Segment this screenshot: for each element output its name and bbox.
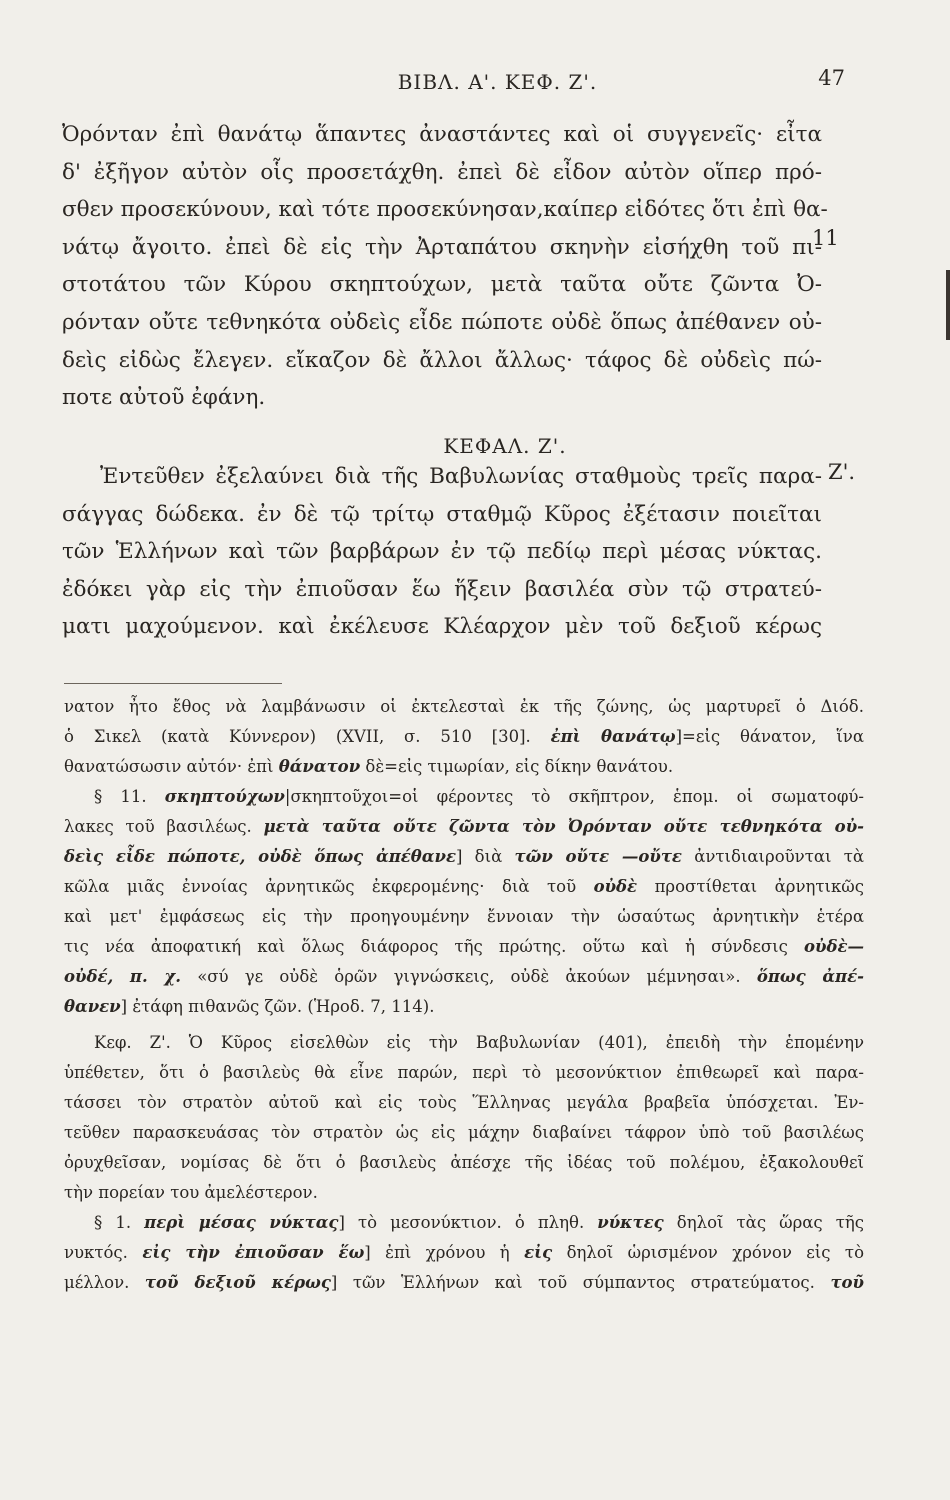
text-line: νάτῳ ἄγοιτο. ἐπεὶ δὲ εἰς τὴν Ἀρταπάτου σκηνὴν εἰσήχθη τοῦ πι- — [62, 234, 822, 260]
note-line: τεῦθεν παρασκευάσας τὸν στρατὸν ὡς εἰς μάχην διαβαίνει τάφρον ὑπὸ τοῦ βασιλέως — [64, 1123, 864, 1142]
text-line: στοτάτου τῶν Κύρου σκηπτούχων, μετὰ ταῦτα οὔτε ζῶντα Ὀ- — [62, 272, 822, 298]
main-text-after — [62, 458, 822, 646]
note-line: ὑπέθετεν, ὅτι ὁ βασιλεὺς θὰ εἶνε παρών, περὶ τὸ μεσονύκτιον ἐπιθεωρεῖ καὶ παρα- — [64, 1063, 864, 1082]
running-head: ΒΙΒΛ. Α'. ΚΕΦ. Ζ'. — [397, 70, 598, 94]
note-line: μέλλον. τοῦ δεξιοῦ κέρως] τῶν Ἑλλήνων καὶ τοῦ σύμπαντος στρατεύματος. τοῦ — [64, 1273, 864, 1292]
note-line: δεὶς εἶδε πώποτε, οὐδὲ ὅπως ἀπέθανε] διὰ τῶν οὔτε —οὔτε ἀντιδιαιροῦνται τὰ — [64, 847, 864, 866]
text-line: σάγγας δώδεκα. ἐν δὲ τῷ τρίτῳ σταθμῷ Κῦρος ἐξέτασιν ποιεῖται — [62, 501, 822, 527]
note-line: λακες τοῦ βασιλέως. μετὰ ταῦτα οὔτε ζῶντα τὸν Ὀρόνταν οὔτε τεθνηκότα οὐ- — [64, 817, 864, 836]
text-line: δεὶς εἰδὼς ἔλεγεν. εἴκαζον δὲ ἄλλοι ἄλλως· τάφος δὲ οὐδεὶς πώ- — [62, 347, 822, 373]
text-line: Ὀρόνταν ἐπὶ θανάτῳ ἅπαντες ἀναστάντες καὶ οἱ συγγενεῖς· εἶτα — [62, 122, 822, 147]
note-line: τάσσει τὸν στρατὸν αὐτοῦ καὶ εἰς τοὺς Ἕλληνας μεγάλα βραβεῖα ὑπόσχεται. Ἐν- — [64, 1093, 864, 1112]
note-line: § 1. περὶ μέσας νύκτας] τὸ μεσονύκτιον. ὁ πληθ. νύκτες δηλοῖ τὰς ὥρας τῆς — [94, 1213, 864, 1232]
text-line: τῶν Ἑλλήνων καὶ τῶν βαρβάρων ἐν τῷ πεδίῳ περὶ μέσας νύκτας. — [62, 539, 822, 565]
note-line: καὶ μετ' ἐμφάσεως εἰς τὴν προηγουμένην ἔννοιαν τὴν ὡσαύτως ἀρνητικὴν ἑτέρα — [64, 907, 864, 926]
page-number: 47 — [818, 66, 845, 90]
note-line: κῶλα μιᾶς ἐννοίας ἀρνητικῶς ἐκφερομένης· διὰ τοῦ οὐδὲ προστίθεται ἀρνητικῶς — [64, 877, 864, 896]
text-line: ρόνταν οὔτε τεθνηκότα οὐδεὶς εἶδε πώποτε οὐδὲ ὅπως ἀπέθανεν οὐ- — [62, 309, 822, 335]
page-edge-mark — [946, 270, 950, 340]
footnote-rule — [64, 683, 282, 684]
text-line: σθεν προσεκύνουν, καὶ τότε προσεκύνησαν,καίπερ εἰδότες ὅτι ἐπὶ θα- — [62, 197, 828, 223]
text-line: ἐδόκει γὰρ εἰς τὴν ἐπιοῦσαν ἕω ἥξειν βασιλέα σὺν τῷ στρατεύ- — [62, 576, 822, 602]
note-line: θανεν] ἐτάφη πιθανῶς ζῶν. (Ἡροδ. 7, 114). — [64, 997, 435, 1016]
page-header — [110, 66, 845, 106]
note-line: θανατώσωσιν αὐτόν· ἐπὶ θάνατον δὲ=εἰς τιμωρίαν, εἰς δίκην θανάτου. — [64, 757, 674, 776]
text-line: Ἐντεῦθεν ἐξελαύνει διὰ τῆς Βαβυλωνίας σταθμοὺς τρεῖς παρα- — [100, 464, 822, 489]
commentary-notes — [64, 692, 864, 1298]
note-line: § 11. σκηπτούχων|σκηπτοῦχοι=οἱ φέροντες τὸ σκῆπτρον, ἑπομ. οἱ σωματοφύ- — [94, 787, 864, 806]
text-line: ματι μαχούμενον. καὶ ἐκέλευσε Κλέαρχον μὲν τοῦ δεξιοῦ κέρως — [62, 614, 822, 640]
text-line: δ' ἐξῆγον αὐτὸν οἷς προσετάχθη. ἐπεὶ δὲ εἶδον αὐτὸν οἵπερ πρό- — [62, 159, 822, 185]
margin-section-number: 11 — [812, 226, 839, 250]
margin-chapter-mark: Ζ'. — [828, 460, 856, 484]
note-line: τις νέα ἀποφατική καὶ ὅλως διάφορος τῆς πρώτης. οὕτω καὶ ἡ σύνδεσις οὐδὲ— — [64, 937, 864, 956]
chapter-heading: ΚΕΦΑΛ. Ζ'. — [443, 434, 567, 458]
note-line: ὁ Σικελ (κατὰ Κύννερον) (XVII, σ. 510 [30]. ἐπὶ θανάτῳ]=εἰς θάνατον, ἵνα — [64, 727, 864, 746]
note-line: ὀρυχθεῖσαν, νομίσας δὲ ὅτι ὁ βασιλεὺς ἀπέσχε τῆς ἰδέας τοῦ πολέμου, ἐξακολουθεῖ — [64, 1153, 864, 1172]
note-line: Κεφ. Ζ'. Ὁ Κῦρος εἰσελθὼν εἰς τὴν Βαβυλωνίαν (401), ἐπειδὴ τὴν ἑπομένην — [94, 1033, 864, 1052]
note-line: νυκτός. εἰς τὴν ἐπιοῦσαν ἕω] ἐπὶ χρόνου ἡ εἰς δηλοῖ ὡρισμένον χρόνον εἰς τὸ — [64, 1243, 864, 1262]
note-line: τὴν πορείαν του ἀμελέστερον. — [64, 1183, 318, 1202]
note-line: οὐδέ, π. χ. «σύ γε οὐδὲ ὁρῶν γιγνώσκεις, οὐδὲ ἀκούων μέμνησαι». ὅπως ἀπέ- — [64, 967, 864, 986]
note-line: νατον ἦτο ἔθος νὰ λαμβάνωσιν οἱ ἐκτελεσταὶ ἐκ τῆς ζώνης, ὡς μαρτυρεῖ ὁ Διόδ. — [64, 697, 864, 716]
text-line: ποτε αὐτοῦ ἐφάνη. — [62, 385, 266, 411]
